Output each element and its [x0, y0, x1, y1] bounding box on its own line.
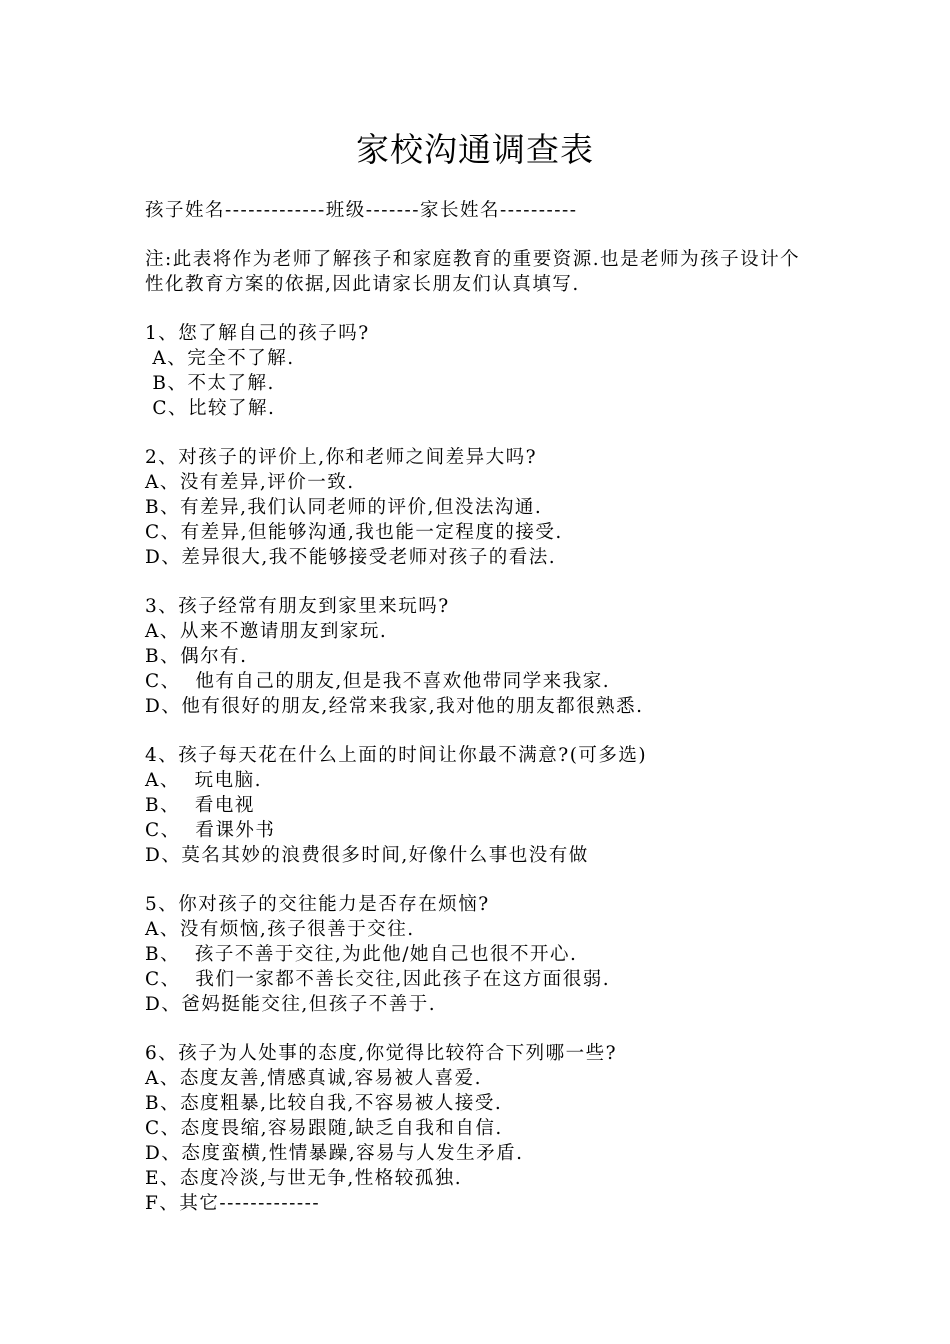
option-d: D、莫名其妙的浪费很多时间,好像什么事也没有做	[145, 845, 589, 866]
spacer	[145, 421, 825, 445]
question-block	[145, 1041, 825, 1216]
option-d: D、差异很大,我不能够接受老师对孩子的看法.	[145, 547, 557, 568]
spacer	[145, 719, 825, 743]
option-b: B、 看电视	[145, 795, 255, 816]
spacer	[145, 1017, 825, 1041]
question-block	[145, 743, 825, 868]
question-block	[145, 594, 825, 719]
option-a: A、没有差异,评价一致.	[145, 472, 355, 493]
spacer	[145, 570, 825, 594]
option-c: C、比较了解.	[145, 398, 276, 419]
option-c: C、 我们一家都不善长交往,因此孩子在这方面很弱.	[145, 969, 611, 990]
option-a: A、完全不了解.	[145, 348, 295, 369]
question-text: 1、您了解自己的孩子吗?	[145, 323, 370, 344]
option-f: F、其它-------------	[145, 1193, 321, 1214]
option-b: B、不太了解.	[145, 373, 275, 394]
question-block	[145, 321, 825, 421]
option-b: B、 孩子不善于交往,为此他/她自己也很不开心.	[145, 944, 578, 965]
option-b: B、有差异,我们认同老师的评价,但没法沟通.	[145, 497, 543, 518]
option-b: B、偶尔有.	[145, 646, 248, 667]
question-block	[145, 445, 825, 570]
option-a: A、态度友善,情感真诚,容易被人喜爱.	[145, 1068, 483, 1089]
question-block	[145, 892, 825, 1017]
spacer	[145, 297, 825, 321]
option-a: A、没有烦恼,孩子很善于交往.	[145, 919, 415, 940]
option-d: D、爸妈挺能交往,但孩子不善于.	[145, 994, 437, 1015]
option-c: C、 看课外书	[145, 820, 276, 841]
note-paragraph: 注:此表将作为老师了解孩子和家庭教育的重要资源.也是老师为孩子设计个性化教育方案的依据,因此请家长朋友们认真填写.	[145, 249, 801, 295]
survey-content	[145, 198, 825, 1216]
question-text: 5、你对孩子的交往能力是否存在烦恼?	[145, 894, 490, 915]
option-c: C、 他有自己的朋友,但是我不喜欢他带同学来我家.	[145, 671, 611, 692]
option-c: C、有差异,但能够沟通,我也能一定程度的接受.	[145, 522, 563, 543]
option-a: A、从来不邀请朋友到家玩.	[145, 621, 388, 642]
option-c: C、态度畏缩,容易跟随,缺乏自我和自信.	[145, 1118, 503, 1139]
info-line: 孩子姓名-------------班级-------家长姓名----------	[145, 200, 578, 221]
option-a: A、 玩电脑.	[145, 770, 263, 791]
option-e: E、态度冷淡,与世无争,性格较孤独.	[145, 1168, 463, 1189]
option-d: D、他有很好的朋友,经常来我家,我对他的朋友都很熟悉.	[145, 696, 644, 717]
page-title: 家校沟通调查表	[356, 130, 594, 169]
option-d: D、态度蛮横,性情暴躁,容易与人发生矛盾.	[145, 1143, 524, 1164]
spacer	[145, 223, 825, 247]
spacer	[145, 868, 825, 892]
question-text: 6、孩子为人处事的态度,你觉得比较符合下列哪一些?	[145, 1043, 618, 1064]
question-text: 4、孩子每天花在什么上面的时间让你最不满意?(可多选)	[145, 745, 648, 766]
question-text: 3、孩子经常有朋友到家里来玩吗?	[145, 596, 450, 617]
question-text: 2、对孩子的评价上,你和老师之间差异大吗?	[145, 447, 538, 468]
option-b: B、态度粗暴,比较自我,不容易被人接受.	[145, 1093, 503, 1114]
